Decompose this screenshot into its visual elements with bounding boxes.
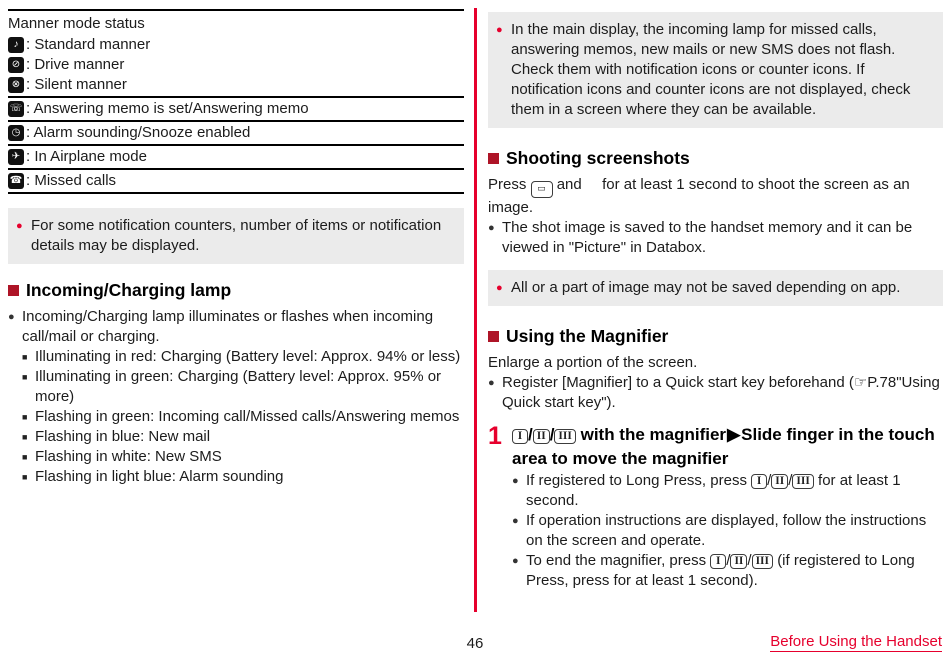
key-separator: / [549, 425, 555, 444]
step-bullet-text: To end the magnifier, press I / II / III (if registered to Long Press, press for at least 1 second). [526, 552, 915, 589]
manner-row-label: : Alarm sounding/Snooze enabled [26, 124, 251, 141]
key-2-icon: II [730, 554, 747, 569]
table-rule [8, 168, 464, 170]
table-row [8, 75, 464, 95]
manner-row-label: : Silent manner [26, 76, 127, 93]
right-column [488, 8, 943, 591]
lamp-item-text: Flashing in light blue: Alarm sounding [35, 468, 284, 485]
list-item [22, 367, 464, 407]
lamp-item-text: Flashing in blue: New mail [35, 428, 211, 445]
section-heading-using-the-magnifier [488, 326, 943, 347]
power-key-icon: ▭ [531, 181, 553, 198]
bullet-icon: ● [488, 377, 495, 389]
key-separator: / [528, 425, 533, 444]
note-text: For some notification counters, number of items or notification details may be displayed. [31, 217, 442, 254]
square-bullet-icon: ■ [22, 412, 28, 422]
bullet-icon: ● [512, 515, 519, 527]
note-text: All or a part of image may not be saved depending on app. [511, 279, 901, 296]
step-bullet-text: If operation instructions are displayed, follow the instructions on the screen and operate. [526, 512, 927, 549]
missed-calls-icon: ☎ [8, 173, 24, 189]
step-bullet-text: If registered to Long Press, press I / II / III for at least 1 second. [526, 472, 901, 509]
table-row [8, 147, 464, 167]
list-item [488, 373, 943, 413]
list-item [512, 471, 943, 511]
step-number: 1 [488, 422, 502, 450]
bullet-icon: ● [512, 555, 519, 567]
list-item [22, 447, 464, 467]
alarm-icon: ◷ [8, 125, 24, 141]
section-heading-shooting-screenshots [488, 148, 943, 169]
key-2-icon: II [771, 474, 788, 489]
manner-row-label: : In Airplane mode [26, 148, 147, 165]
note-bullet-icon: ● [496, 282, 503, 294]
list-item [22, 407, 464, 427]
section-square-icon [488, 153, 499, 164]
table-rule [8, 144, 464, 146]
step-title [512, 423, 943, 471]
square-bullet-icon: ■ [22, 372, 28, 382]
next-step-arrow-icon: ▶ [727, 425, 741, 444]
section-heading-incoming-charging-lamp [8, 280, 464, 301]
key-3-icon: III [752, 554, 773, 569]
square-bullet-icon: ■ [22, 352, 28, 362]
note-box-main-display [488, 12, 943, 128]
note-bullet-icon: ● [16, 220, 23, 232]
step-bullets [512, 471, 943, 591]
list-item [488, 218, 943, 258]
note-box-counters [8, 208, 464, 264]
bullet-icon: ● [488, 222, 495, 234]
step-1 [488, 423, 943, 591]
bullet-icon: ● [8, 311, 15, 323]
silent-manner-icon: ⊗ [8, 77, 24, 93]
table-row [8, 35, 464, 55]
list-item [22, 467, 464, 487]
standard-manner-icon: ♪ [8, 37, 24, 53]
magnifier-intro: Enlarge a portion of the screen. [488, 354, 698, 371]
chapter-link[interactable]: Before Using the Handset [770, 633, 942, 650]
lamp-item-text: Flashing in white: New SMS [35, 448, 222, 465]
column-divider [474, 8, 477, 612]
list-item [22, 427, 464, 447]
table-row [8, 171, 464, 191]
manner-row-label: : Answering memo is set/Answering memo [26, 100, 309, 117]
key-3-icon: III [792, 474, 813, 489]
bullet-icon: ● [512, 475, 519, 487]
list-item [22, 347, 464, 367]
step-text: with the magnifier [580, 425, 727, 444]
screenshot-instructions [488, 175, 943, 218]
section-square-icon [488, 331, 499, 342]
key-3-icon: III [554, 429, 575, 444]
press-text: and [556, 176, 582, 193]
manner-row-label: : Standard manner [26, 36, 151, 53]
section-title: Incoming/Charging lamp [26, 280, 232, 300]
left-column [8, 8, 464, 487]
lamp-item-text: Illuminating in red: Charging (Battery level: Approx. 94% or less) [35, 348, 461, 365]
key-1-icon: I [751, 474, 767, 489]
section-square-icon [8, 285, 19, 296]
section-title: Shooting screenshots [506, 148, 690, 168]
airplane-mode-icon: ✈ [8, 149, 24, 165]
screenshot-save-text: The shot image is saved to the handset memory and it can be viewed in "Picture" in Databox. [502, 219, 913, 256]
manner-row-label: : Drive manner [26, 56, 125, 73]
list-item [512, 511, 943, 551]
table-row [8, 123, 464, 143]
step-text: Slide finger in the touch area to move the magnifier [512, 425, 935, 468]
square-bullet-icon: ■ [22, 432, 28, 442]
note-box-screenshot-save [488, 270, 943, 306]
section-title: Using the Magnifier [506, 326, 669, 346]
page-number: 46 [466, 635, 484, 652]
key-2-icon: II [533, 429, 550, 444]
list-item [8, 307, 464, 347]
note-text: In the main display, the incoming lamp for missed calls, answering memos, new mails or new SMS does not flash. Check them with notification icons or counter icons. If notification icons and counter icons are not displayed, check them in a screen where they can be available. [511, 21, 911, 118]
table-rule [8, 96, 464, 98]
table-rule [8, 9, 464, 11]
key-1-icon: I [512, 429, 528, 444]
note-bullet-icon: ● [496, 24, 503, 36]
table-row [8, 55, 464, 75]
manner-table-title: Manner mode status [8, 15, 145, 32]
key-1-icon: I [710, 554, 726, 569]
press-text: for at least 1 second to shoot the screen as an image. [488, 176, 910, 216]
register-magnifier-text: Register [Magnifier] to a Quick start key beforehand (☞P.78"Using Quick start key"). [502, 374, 940, 411]
square-bullet-icon: ■ [22, 452, 28, 462]
drive-manner-icon: ⊘ [8, 57, 24, 73]
lamp-item-text: Illuminating in green: Charging (Battery level: Approx. 95% or more) [35, 368, 442, 405]
table-rule [8, 192, 464, 194]
answering-memo-icon: ☏ [8, 101, 24, 117]
press-text: Press [488, 176, 527, 193]
step-body [512, 423, 943, 591]
lamp-intro-text: Incoming/Charging lamp illuminates or flashes when incoming call/mail or charging. [22, 308, 434, 345]
manner-row-label: : Missed calls [26, 172, 117, 189]
table-rule [8, 120, 464, 122]
lamp-item-text: Flashing in green: Incoming call/Missed calls/Answering memos [35, 408, 460, 425]
manner-mode-table [8, 9, 464, 194]
list-item [512, 551, 943, 591]
table-row [8, 99, 464, 119]
square-bullet-icon: ■ [22, 472, 28, 482]
